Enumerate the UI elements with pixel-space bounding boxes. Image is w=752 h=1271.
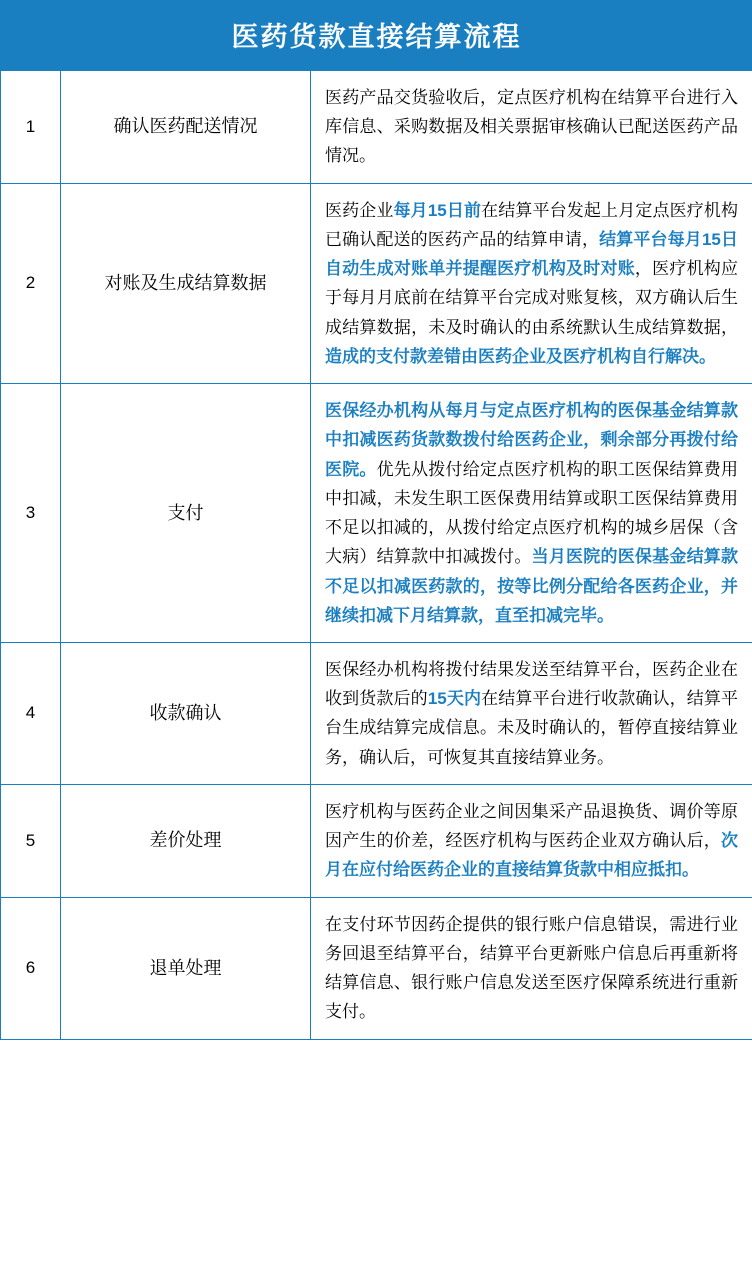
highlight-text: 医保经办机构从每月与定点医疗机构的医保基金结算款中扣减医药货款数拨付给医药企业，剩余部分再拨付给医院。 (325, 401, 738, 479)
row-description-text (325, 797, 738, 885)
body-text: ，医疗机构应于每月月底前在结算平台完成对账复核，双方确认后生成结算数据，未及时确认的由系统默认生成结算数据， (325, 259, 739, 337)
table-row (1, 642, 752, 784)
row-description (311, 897, 752, 1039)
row-description-text (325, 655, 738, 772)
body-text: 在结算平台发起上月定点医疗机构已确认配送的医药产品的结算申请， (325, 200, 738, 249)
row-number: 6 (1, 897, 61, 1039)
row-step-name: 收款确认 (61, 642, 311, 784)
body-text: 医疗机构与医药企业之间因集采产品退换货、调价等原因产生的价差，经医疗机构与医药企业双方确认后， (325, 801, 738, 851)
row-description-text (325, 910, 738, 1027)
highlight-text: 结算平台每月15日自动生成对账单并提醒医疗机构及时对账 (325, 229, 738, 279)
body-text: 医药企业 (325, 200, 394, 220)
table-row (1, 71, 752, 184)
table-row (1, 183, 752, 383)
body-text: 优先从拨付给定点医疗机构的职工医保结算费用中扣减，未发生职工医保费用结算或职工医保结算费用不足以扣减的，从拨付给定点医疗机构的城乡居保（含大病）结算款中扣减拨付。 (325, 459, 739, 567)
row-description (311, 384, 752, 643)
row-description-text (325, 196, 738, 371)
body-text: 在支付环节因药企提供的银行账户信息错误，需进行业务回退至结算平台，结算平台更新账户信息后再重新将结算信息、银行账户信息发送至医疗保障系统进行重新支付。 (325, 914, 738, 1022)
row-description (311, 71, 752, 184)
table-row (1, 384, 752, 643)
row-description (311, 183, 752, 383)
title-row (1, 1, 752, 71)
highlight-text: 当月医院的医保基金结算款不足以扣减医药款的，按等比例分配给各医药企业，并继续扣减下月结算款，直至扣减完毕。 (325, 547, 739, 625)
body-text: 医保经办机构将拨付结果发送至结算平台，医药企业在收到货款后的 (325, 659, 738, 709)
row-step-name: 退单处理 (61, 897, 311, 1039)
highlight-text: 15天内 (427, 689, 482, 709)
row-number: 5 (1, 784, 61, 897)
row-description-text (325, 396, 738, 630)
row-step-name: 确认医药配送情况 (61, 71, 311, 184)
row-step-name: 对账及生成结算数据 (61, 183, 311, 383)
row-step-name: 差价处理 (61, 784, 311, 897)
body-text: 医药产品交货验收后，定点医疗机构在结算平台进行入库信息、采购数据及相关票据审核确认已配送医药产品情况。 (325, 88, 738, 166)
row-number: 1 (1, 71, 61, 184)
body-text: 在结算平台进行收款确认，结算平台生成结算完成信息。未及时确认的，暂停直接结算业务，确认后，可恢复其直接结算业务。 (325, 689, 738, 767)
row-description (311, 642, 752, 784)
row-description (311, 784, 752, 897)
page-title: 医药货款直接结算流程 (1, 1, 752, 71)
row-step-name: 支付 (61, 384, 311, 643)
row-description-text (325, 83, 738, 171)
flow-table-body (1, 1, 752, 1040)
row-number: 3 (1, 384, 61, 643)
row-number: 4 (1, 642, 61, 784)
highlight-text: 次月在应付给医药企业的直接结算货款中相应抵扣。 (325, 831, 738, 880)
highlight-text: 造成的支付款差错由医药企业及医疗机构自行解决。 (325, 346, 716, 366)
highlight-text: 每月15日前 (393, 200, 482, 220)
table-row (1, 897, 752, 1039)
table-row (1, 784, 752, 897)
row-number: 2 (1, 183, 61, 383)
